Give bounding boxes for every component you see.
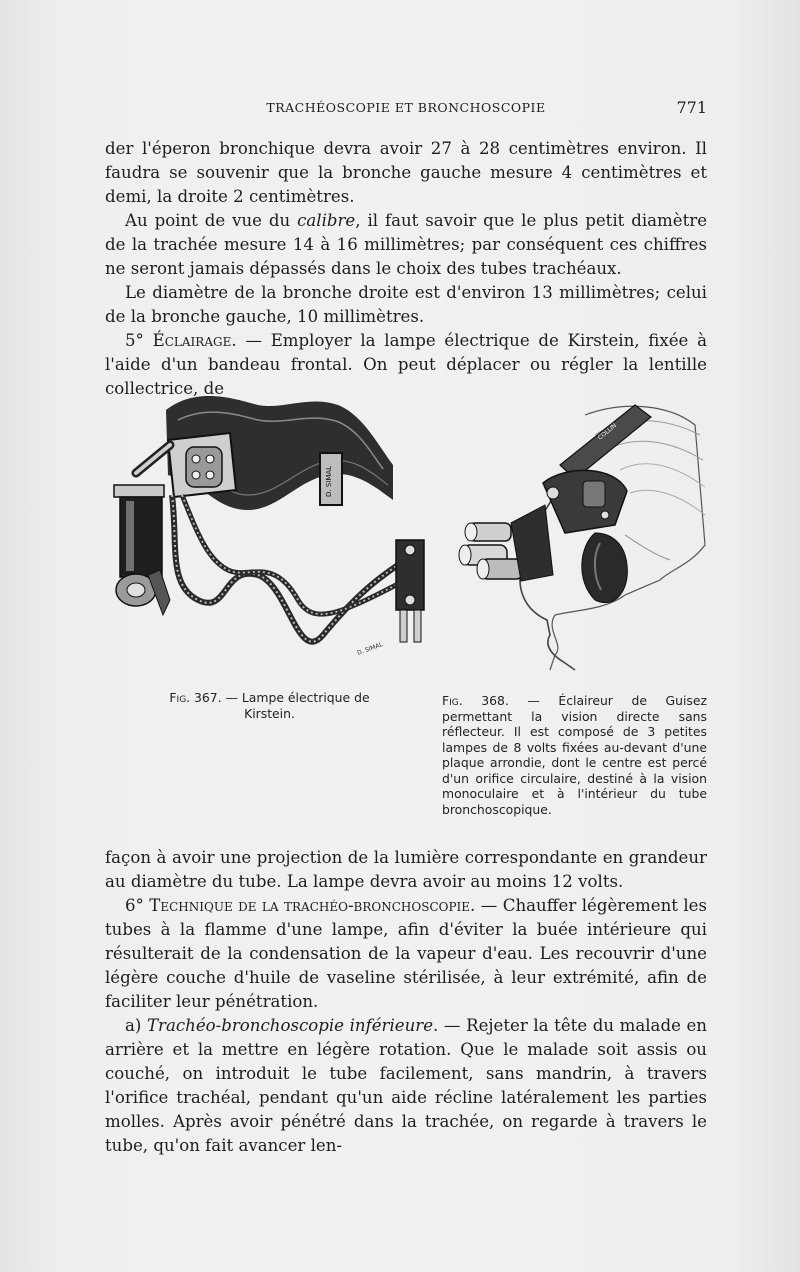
paragraph-5: façon à avoir une projection de la lumière correspondante en grandeur au diamètre du tube. La lampe devra avoir au moins 12 volts. [105, 848, 707, 891]
section-number-5: 5° [125, 331, 153, 350]
figure-367-caption [162, 690, 377, 721]
paragraph-6-body: . — Chauffer légèrement les tubes à la flamme d'une lampe, afin d'éviter la buée intérieure qui résulterait de la condensation de la vapeur d'eau. Les recouvrir d'une légère couche d'huile de vaseline stérilisée, à leur extrémité, afin de faciliter leur pénétration. [105, 896, 707, 1011]
paragraph-2 [105, 209, 707, 281]
section-heading-technique: Technique de la trachéo-bronchoscopie [149, 896, 471, 915]
paragraph-2-start: Au point de vue du [125, 211, 298, 230]
page-number: 771 [676, 98, 707, 117]
figure-367-kirstein-lamp [108, 385, 438, 675]
subsection-heading-inferieure: Trachéo-bronchoscopie inférieure [146, 1016, 434, 1035]
belt-maker-mark: D. SIMAL [325, 465, 333, 497]
figure-368-caption-text: — Éclaireur de Guisez permettant la vision directe sans réflecteur. Il est composé de 3 petites lampes de 8 volts fixées au-devant d'une plaque arrondie, dont le centre est percé d'un orifice circulaire, destiné à la vision monoculaire et à l'intérieur du tube bronchoscopique. [442, 693, 707, 817]
figure-368-guisez-illuminator [455, 395, 710, 675]
cord-maker-mark: D. SIMAL [356, 641, 384, 657]
figure-368-caption [442, 693, 707, 817]
paragraph-4-body: . — Employer la lampe électrique de Kirstein, fixée à l'aide d'un bandeau frontal. On peut déplacer ou régler la lentille collectrice, de [105, 331, 707, 398]
figure-367-caption-text: — Lampe électrique de Kirstein. [221, 690, 370, 721]
figure-367-label: Fig. 367. [169, 690, 222, 705]
paragraph-1: der l'éperon bronchique devra avoir 27 à 28 centimètres environ. Il faudra se souvenir que la bronche gauche mesure 4 centimètres et demi, la droite 2 centimètres. [105, 139, 707, 206]
paragraph-3: Le diamètre de la bronche droite est d'environ 13 millimètres; celui de la bronche gauche, 10 millimètres. [105, 283, 707, 326]
body-text-top [105, 137, 707, 401]
paragraph-7 [105, 1014, 707, 1158]
section-number-6: 6° [125, 896, 150, 915]
body-text-bottom [105, 846, 707, 1158]
running-head [105, 98, 707, 118]
illuminator-maker-mark: COLLIN [596, 422, 619, 442]
figure-368-label: Fig. 368. [442, 693, 509, 708]
running-title: TRACHÉOSCOPIE ET BRONCHOSCOPIE [266, 100, 546, 115]
subsection-letter-a: a) [125, 1016, 147, 1035]
section-heading-eclairage: Éclairage [152, 331, 232, 350]
italic-term-calibre: calibre [297, 211, 356, 230]
paragraph-6 [105, 894, 707, 1014]
paragraph-7-body: . — Rejeter la tête du malade en arrière et la mettre en légère rotation. Que le malade soit assis ou couché, on introduit le tube facilement, sans mandrin, à travers l'orifice trachéal, pendant qu'un aide récline latéralement les parties molles. Après avoir pénétré dans la trachée, on regarde à travers le tube, qu'on fait avancer len- [105, 1016, 707, 1155]
paragraph-2-end: , il faut savoir que le plus petit diamètre de la trachée mesure 14 à 16 millimètres; par conséquent ces chiffres ne seront jamais dépassés dans le choix des tubes trachéaux. [105, 211, 708, 278]
